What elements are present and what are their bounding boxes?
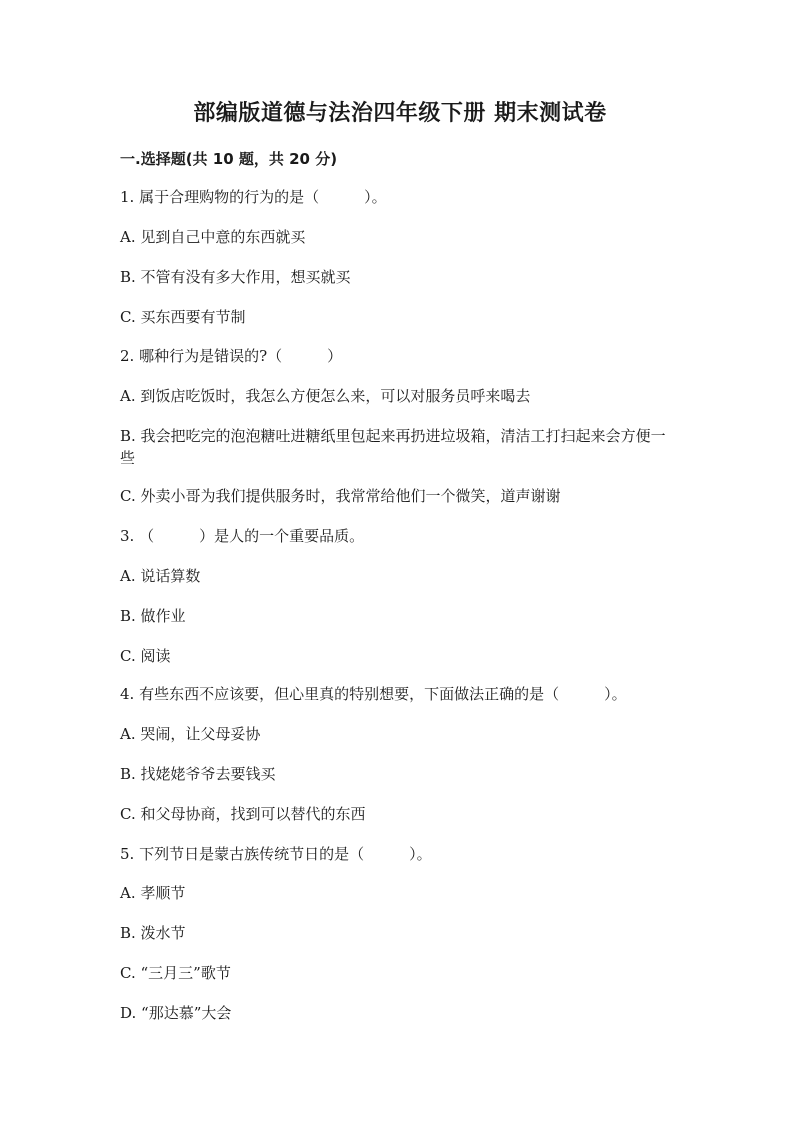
question-2-option-a: A. 到饭店吃饭时，我怎么方便怎么来，可以对服务员呼来喝去 <box>120 387 531 405</box>
question-4-stem: 4. 有些东西不应该要，但心里真的特别想要，下面做法正确的是（ ）。 <box>120 685 627 703</box>
question-5-option-b: B. 泼水节 <box>120 924 186 942</box>
question-3-stem: 3. （ ）是人的一个重要品质。 <box>120 527 365 545</box>
section-heading: 一.选择题(共 10 题，共 20 分) <box>120 150 338 168</box>
question-5-option-c: C. “三月三”歌节 <box>120 964 231 982</box>
question-3-option-a: A. 说话算数 <box>120 567 201 585</box>
question-2-option-c: C. 外卖小哥为我们提供服务时，我常常给他们一个微笑，道声谢谢 <box>120 487 561 505</box>
question-2-stem: 2. 哪种行为是错误的?（ ） <box>120 347 343 365</box>
question-3-option-b: B. 做作业 <box>120 607 186 625</box>
question-5-option-a: A. 孝顺节 <box>120 884 186 902</box>
question-1-option-a: A. 见到自己中意的东西就买 <box>120 228 306 246</box>
page-title: 部编版道德与法治四年级下册 期末测试卷 <box>193 101 607 126</box>
question-4-option-b: B. 找姥姥爷爷去要钱买 <box>120 765 276 783</box>
question-3-option-c: C. 阅读 <box>120 647 171 665</box>
question-5-option-d: D. “那达慕”大会 <box>120 1004 232 1022</box>
question-5-stem: 5. 下列节日是蒙古族传统节日的是（ ）。 <box>120 845 432 863</box>
question-4-option-a: A. 哭闹，让父母妥协 <box>120 725 261 743</box>
question-2-option-b: B. 我会把吃完的泡泡糖吐进糖纸里包起来再扔进垃圾箱，清洁工打扫起来会方便一些 <box>120 427 666 467</box>
question-1-stem: 1. 属于合理购物的行为的是（ ）。 <box>120 188 387 206</box>
question-1-option-b: B. 不管有没有多大作用，想买就买 <box>120 268 351 286</box>
question-4-option-c: C. 和父母协商，找到可以替代的东西 <box>120 805 366 823</box>
question-1-option-c: C. 买东西要有节制 <box>120 308 246 326</box>
